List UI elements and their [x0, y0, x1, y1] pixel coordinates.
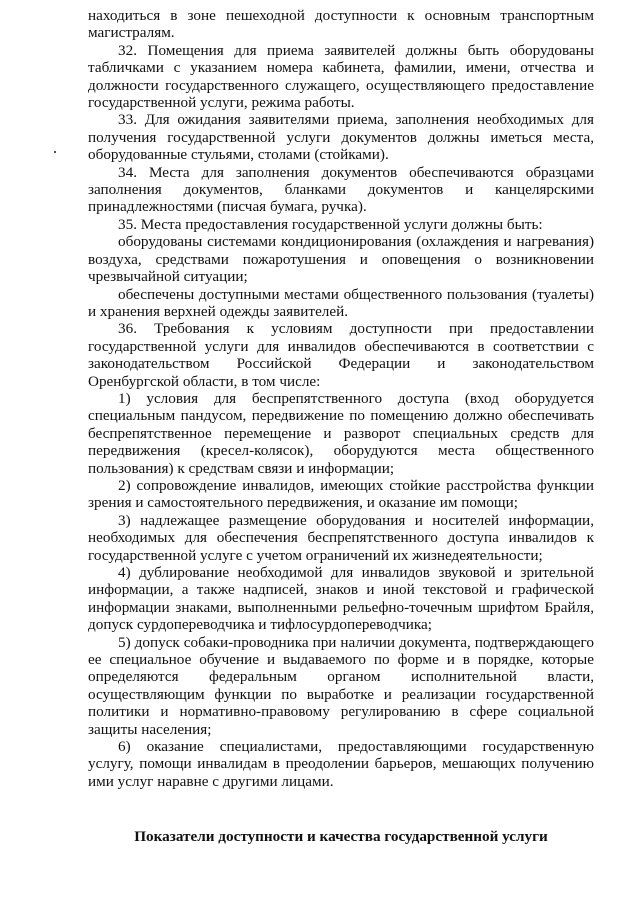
- paragraph-35-item-2: обеспечены доступными местами общественного пользования (туалеты) и хранения верхней одежды заявителей.: [88, 285, 594, 320]
- paragraph-32: 32. Помещения для приема заявителей должны быть оборудованы табличками с указанием номера кабинета, фамилии, имени, отчества и должности государственного служащего, осуществляющего предоставление государственной услуги, режима работы.: [88, 41, 594, 112]
- paragraph-35: 35. Места предоставления государственной услуги должны быть:: [118, 215, 543, 233]
- scan-speck: [54, 151, 56, 153]
- paragraph-34: 34. Места для заполнения документов обеспечиваются образцами заполнения документов, бланками документов и канцелярскими принадлежностями (писчая бумага, ручка).: [88, 163, 594, 216]
- paragraph-36-item-3: 3) надлежащее размещение оборудования и носителей информации, необходимых для обеспечения беспрепятственного доступа инвалидов к государственной услуге с учетом ограничений их жизнедеятельности;: [88, 511, 594, 564]
- section-heading: Показатели доступности и качества государственной услуги: [134, 828, 548, 845]
- paragraph-36-item-6: 6) оказание специалистами, предоставляющими государственную услугу, помощи инвалидам в преодолении барьеров, мешающих получению ими услуг наравне с другими лицами.: [88, 738, 594, 790]
- paragraph-36: 36. Требования к условиям доступности при предоставлении государственной услуги для инвалидов обеспечиваются в соответствии с законодательством Российской Федерации и законодательством Оренбургской области, в том числе:: [88, 320, 594, 390]
- paragraph-36-item-2: 2) сопровождение инвалидов, имеющих стойкие расстройства функции зрения и самостоятельного передвижения, и оказание им помощи;: [88, 476, 594, 512]
- paragraph-36-item-1: 1) условия для беспрепятственного доступа (вход оборудуется специальным пандусом, передвижение по помещению должно обеспечивать беспрепятственное перемещение и разворот специальных средств для передвижения (кресел-колясок), оборудуются места общественного пользования) к средствам связи и информации;: [88, 389, 594, 477]
- document-body: [88, 7, 594, 790]
- paragraph-36-item-4: 4) дублирование необходимой для инвалидов звуковой и зрительной информации, а также надписей, знаков и иной текстовой и графической информации знаками, выполненными рельефно-точечным шрифтом Брайля, допуск сурдопереводчика и тифлосурдопереводчика;: [88, 564, 594, 634]
- paragraph-36-item-5: 5) допуск собаки-проводника при наличии документа, подтверждающего ее специальное обучение и выдаваемого по форме и в порядке, которые определяются федеральным органом исполнительной власти, осуществляющим функции по выработке и реализации государственной политики и нормативно-правовому регулированию в сфере социальной защиты населения;: [88, 633, 594, 738]
- paragraph-continuation: находиться в зоне пешеходной доступности к основным транспортным магистралям.: [88, 7, 594, 42]
- paragraph-33: 33. Для ожидания заявителями приема, заполнения необходимых для получения государственной услуги документов должны иметься места, оборудованные стульями, столами (стойками).: [88, 111, 594, 164]
- paragraph-35-item-1: оборудованы системами кондиционирования (охлаждения и нагревания) воздуха, средствами пожаротушения и оповещения о возникновении чрезвычайной ситуации;: [88, 233, 594, 286]
